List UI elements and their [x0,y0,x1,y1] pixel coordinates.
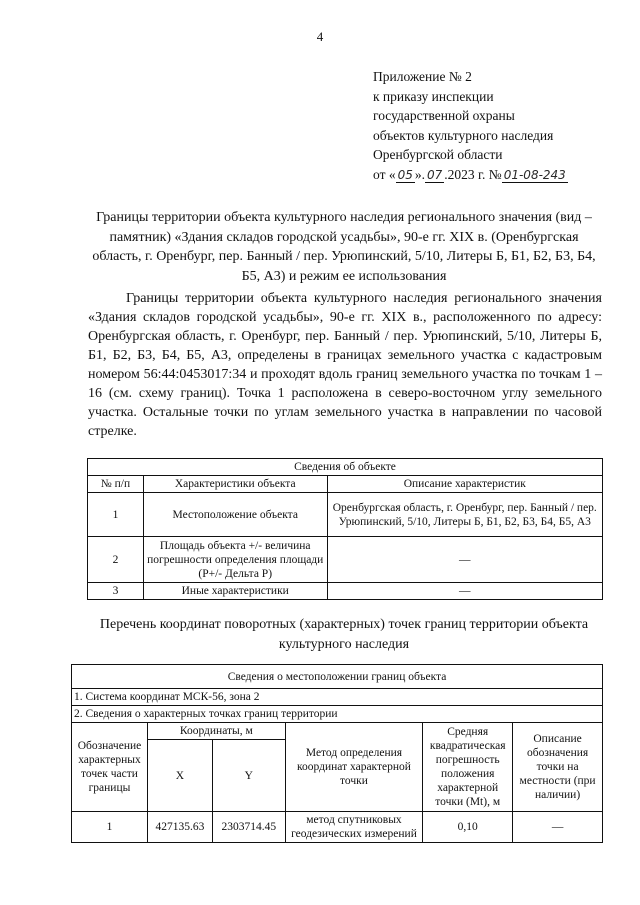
section-title: 2. Сведения о характерных точках границ территории [72,706,603,723]
appendix-line: государственной охраны [373,108,515,123]
date-prefix: от « [373,166,396,182]
description: — [327,537,602,583]
mean-error: 0,10 [423,812,513,843]
document-title: Границы территории объекта культурного наследия регионального значения (вид – памятник) «Здания складов городской усадьбы», 90-е гг. XIX в. (Оренбургская область, г. Оренбург, пер. Банный / пер. Урюпинский, 5/10, Литеры Б, Б1, Б2, Б3, Б4, Б5, А3) и режим ее использования [92,210,596,284]
table-row [88,493,603,537]
order-date-line [373,165,568,185]
method: метод спутниковых геодезических измерений [285,812,423,843]
point-header: Обозначение характерных точек части границы [72,723,148,812]
appendix-line: к приказу инспекции [373,88,494,104]
error-header: Средняя квадратическая погрешность положения характерной точки (Mt), м [423,723,513,812]
column-header: Характеристики объекта [143,476,327,493]
appendix-line: объектов культурного наследия [373,127,554,143]
coordinates-table [71,664,603,843]
appendix-line: Приложение № 2 [373,69,472,84]
coordinates-title: Перечень координат поворотных (характерных) точек границ территории объекта культурного наследия [99,617,589,652]
handwritten-order-number: 01-08-243 [503,167,566,182]
date-year: .2023 г. № [444,166,502,182]
column-header: Описание характеристик [327,476,602,493]
x-coordinate: 427135.63 [147,812,212,843]
method-header: Метод определения координат характерной точки [285,723,423,812]
page-number: 4 [316,29,324,44]
y-header: Y [212,740,285,812]
table-caption: Сведения об объекте [88,459,603,476]
row-number: 1 [88,493,144,537]
table-caption: Сведения о местоположении границ объекта [72,665,603,689]
y-coordinate: 2303714.45 [212,812,285,843]
characteristic: Площадь объекта +/- величина погрешности определения площади (Р+/- Дельта Р) [143,537,327,583]
body-paragraph: Границы территории объекта культурного наследия регионального значения «Здания складов городской усадьбы», 90-е гг. XIX в., расположенного по адресу: Оренбургская область, г. Оренбург, пер. Банный / пер. Урюпинский, 5/10, Литеры Б, Б1, Б2, Б3, Б4, Б5, А3, определены в границах земельного участка с кадастровым номером 56:44:0453017:34 и проходят вдоль границ земельного участка по точкам 1 – 16 (см. схему границ). Точка 1 расположена в северо-восточном углу земельного участка. Остальные точки по углам земельного участка в направлении по часовой стрелке. [88,291,602,439]
object-info-table [87,458,603,600]
coordinates-header: Координаты, м [147,723,285,740]
appendix-block [373,67,568,184]
description: — [327,583,602,600]
description-header: Описание обозначения точки на местности (при наличии) [513,723,603,812]
date-mid: ». [414,166,426,182]
description: Оренбургская область, г. Оренбург, пер. Банный / пер. Урюпинский, 5/10, Литеры Б, Б1, Б2, Б3, Б4, Б5, А3 [327,493,602,537]
row-number: 2 [88,537,144,583]
handwritten-month: 07 [427,167,443,182]
column-header: № п/п [88,476,144,493]
appendix-line: Оренбургской области [373,147,503,162]
characteristic: Местоположение объекта [143,493,327,537]
handwritten-day: 05 [397,167,413,182]
row-number: 3 [88,583,144,600]
point-id: 1 [72,812,148,843]
x-header: X [147,740,212,812]
table-row [88,583,603,600]
table-row [72,812,603,843]
point-description: — [513,812,603,843]
characteristic: Иные характеристики [143,583,327,600]
coordinate-system: 1. Система координат МСК-56, зона 2 [72,689,603,706]
table-row [88,537,603,583]
